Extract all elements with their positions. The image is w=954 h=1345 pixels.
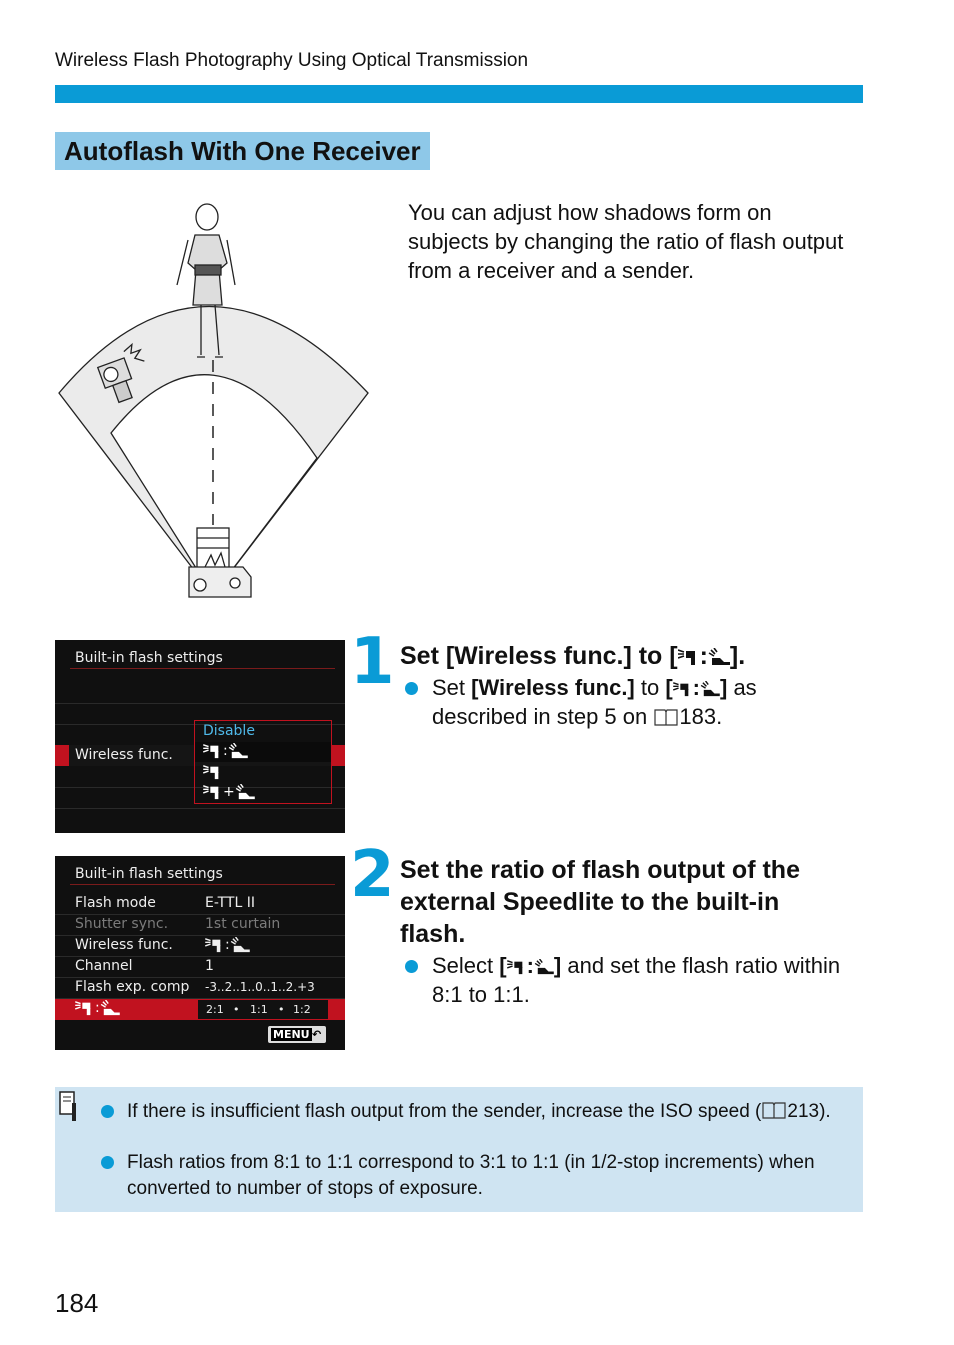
step-number-1: 1 xyxy=(350,625,395,699)
camera-flash-icon xyxy=(228,743,248,759)
return-icon: ↶ xyxy=(312,1028,322,1041)
camera-flash-icon xyxy=(100,1000,120,1016)
step1-body-mid: to xyxy=(634,675,666,700)
flash-setup-illustration xyxy=(55,195,385,605)
running-header: Wireless Flash Photography Using Optical Transmission xyxy=(55,50,529,71)
intro-paragraph: You can adjust how shadows form on subjects by changing the ratio of flash output from a receiver and a sender. xyxy=(408,200,844,283)
camera-screen-wireless-func xyxy=(55,640,345,833)
book-icon xyxy=(761,1100,787,1120)
menu-row-value: 1st curtain xyxy=(205,916,281,932)
wireless-func-dropdown[interactable] xyxy=(194,720,332,804)
step1-page-ref[interactable]: 183. xyxy=(679,704,723,729)
note-text: Flash ratios from 8:1 to 1:1 correspond to 3:1 to 1:1 (in 1/2-stop increments) when converted to number of stops of exposure. xyxy=(127,1152,815,1199)
step1-body-bold: [Wireless func.] xyxy=(471,675,635,700)
option-speedlite-camera[interactable]: : xyxy=(195,742,331,762)
step1-title: Set [Wireless func.] to [ : ]. xyxy=(400,642,746,670)
note-text: If there is insufficient flash output from the sender, increase the ISO speed ( xyxy=(127,1101,762,1122)
ratio-tick: 1:1 xyxy=(250,1003,268,1016)
step2-body-post: and set the flash ratio within 8:1 to 1:1. xyxy=(432,953,841,1007)
menu-row-label: Flash mode xyxy=(75,895,156,911)
menu-back-button[interactable] xyxy=(268,1026,326,1043)
step2-body-text: Select xyxy=(432,953,500,978)
bullet-icon xyxy=(101,1105,114,1118)
ratio-tick: 1:2 xyxy=(293,1003,311,1016)
menu-row-label: Shutter sync. xyxy=(75,916,169,932)
menu-row-channel[interactable] xyxy=(55,956,345,978)
section-title: Autoflash With One Receiver xyxy=(55,132,430,170)
option-speedlite-plus-camera[interactable]: + xyxy=(203,784,255,800)
speedlite-icon xyxy=(203,764,223,780)
step1-body-text: Set xyxy=(432,675,472,700)
speedlite-icon xyxy=(673,681,693,697)
step2-title: Set the ratio of flash output of the external Speedlite to the built-in flash. xyxy=(400,856,800,948)
step1-title-end: ]. xyxy=(729,642,746,670)
note-text-end: ). xyxy=(819,1101,831,1122)
speedlite-icon xyxy=(678,648,700,666)
speedlite-icon xyxy=(507,959,527,975)
step1-body: Set [Wireless func.] to [ : ] as described in step 5 on 183. xyxy=(405,673,855,702)
menu-row-value: : xyxy=(205,937,250,953)
bullet-icon xyxy=(405,682,418,695)
step1-title-text: Set [Wireless func.] to [ xyxy=(400,642,678,670)
menu-row-value: E-TTL II xyxy=(205,895,255,911)
ratio-tick: • xyxy=(233,1003,240,1016)
screen-title: Built-in flash settings xyxy=(75,866,223,882)
menu-row-label: Channel xyxy=(75,958,133,974)
ratio-tick: • xyxy=(278,1003,285,1016)
menu-row-label: Wireless func. xyxy=(75,937,173,953)
menu-row-flash-ratio[interactable]: : 2:1 • 1:1 • 1:2 xyxy=(55,999,345,1020)
speedlite-icon xyxy=(203,743,223,759)
ratio-tick: 2:1 xyxy=(206,1003,224,1016)
bullet-icon xyxy=(101,1156,114,1169)
menu-button-label: MENU xyxy=(273,1028,310,1041)
menu-row-value: 1 xyxy=(205,958,214,974)
menu-row-label: Flash exp. comp xyxy=(75,979,190,995)
menu-row-flash-mode[interactable] xyxy=(55,893,345,915)
camera-flash-icon xyxy=(235,784,255,800)
menu-row-wireless-func[interactable] xyxy=(55,935,345,957)
speedlite-icon xyxy=(205,937,225,953)
step1-body-post: as described in step 5 on xyxy=(432,675,757,729)
camera-flash-icon xyxy=(534,959,554,975)
camera-flash-icon xyxy=(230,937,250,953)
camera-screen-flash-ratio xyxy=(55,856,345,1050)
note-page-ref[interactable]: 213 xyxy=(787,1101,820,1122)
page-number: 184 xyxy=(55,1288,99,1318)
option-speedlite[interactable] xyxy=(203,764,223,780)
wireless-func-label: Wireless func. xyxy=(75,747,173,763)
speedlite-icon xyxy=(203,784,223,800)
camera-flash-icon xyxy=(700,681,720,697)
note-box xyxy=(55,1087,863,1212)
bullet-icon xyxy=(405,960,418,973)
step-number-2: 2 xyxy=(350,838,395,912)
memo-icon xyxy=(59,1091,79,1123)
menu-row-flash-exp-comp[interactable] xyxy=(55,977,345,999)
menu-row-value: -3..2..1..0..1..2.+3 xyxy=(205,980,315,994)
menu-row-shutter-sync xyxy=(55,914,345,936)
flash-ratio-scale[interactable] xyxy=(198,1000,328,1019)
speedlite-icon xyxy=(75,1000,95,1016)
option-disable[interactable]: Disable xyxy=(203,723,255,739)
camera-flash-icon xyxy=(708,648,730,666)
book-icon xyxy=(653,707,679,727)
screen-title: Built-in flash settings xyxy=(75,650,223,666)
step2-body: Select [ : ] and set the flash ratio within 8:1 to 1:1. xyxy=(405,951,855,980)
header-bar xyxy=(55,85,863,103)
